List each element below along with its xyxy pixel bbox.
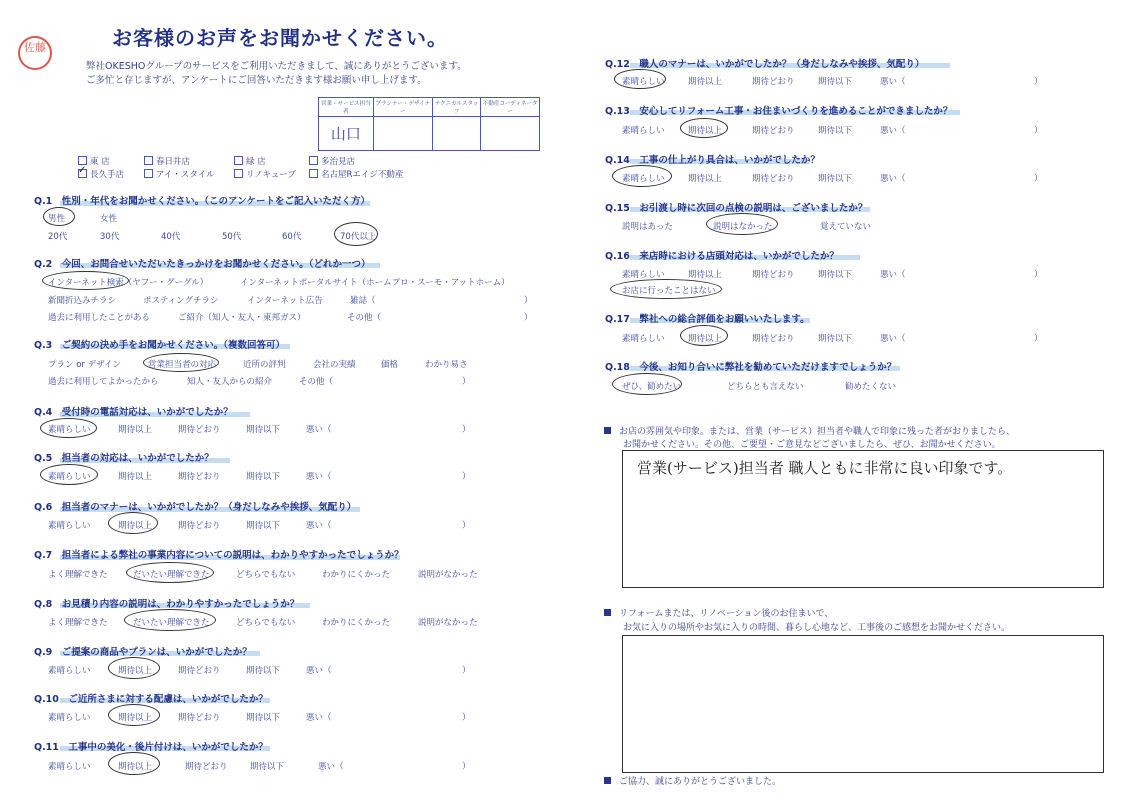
q4-bad-close: ） [462, 425, 471, 435]
q14-bad[interactable]: 悪い（ [880, 174, 906, 184]
q3-sales-rep[interactable]: 営業担当者の対応 [148, 360, 217, 370]
checkbox-icon[interactable] [234, 156, 243, 165]
q1-female[interactable]: 女性 [100, 214, 118, 224]
q5-as-expected[interactable]: 期待どおり [178, 472, 221, 482]
q9-bad[interactable]: 悪い（ [306, 666, 332, 676]
store-higashi[interactable]: 東 店 [78, 155, 110, 167]
q16-label: Q.16 来店時における店頭対応は、いかがでしたか？ [605, 251, 839, 262]
q13-bad-close: ） [1034, 126, 1043, 136]
q2-label: Q.2 今回、お問合せいただいたきっかけをお聞かせください。（どれか一つ） [34, 259, 371, 270]
staff-header-sales: 営業・サービス担当者 [319, 98, 374, 117]
q6-excellent[interactable]: 素晴らしい [48, 521, 91, 531]
staff-value-technical[interactable] [432, 117, 480, 151]
q8-label: Q.8 お見積り内容の説明は、わかりやすかったでしょうか？ [34, 599, 300, 610]
q15-not-explained[interactable]: 説明はなかった [713, 222, 773, 232]
q10-label: Q.10 ご近所さまに対する配慮は、いかがでしたか？ [34, 694, 268, 705]
q5-excellent[interactable]: 素晴らしい [48, 472, 91, 482]
q10-above[interactable]: 期待以上 [118, 713, 153, 723]
q2-magazine[interactable]: 雑誌（ [350, 296, 376, 306]
q8-unclear[interactable]: わかりにくかった [322, 618, 391, 628]
q9-bad-close: ） [462, 666, 471, 676]
q10-as-expected[interactable]: 期待どおり [178, 713, 221, 723]
q7-none[interactable]: 説明がなかった [418, 570, 478, 580]
q12-above[interactable]: 期待以上 [688, 77, 723, 87]
q9-as-expected[interactable]: 期待どおり [178, 666, 221, 676]
q13-above[interactable]: 期待以上 [688, 126, 723, 136]
q11-below[interactable]: 期待以下 [250, 762, 285, 772]
q4-above[interactable]: 期待以上 [118, 425, 153, 435]
q9-excellent[interactable]: 素晴らしい [48, 666, 91, 676]
staff-value-planner[interactable] [373, 117, 432, 151]
q8-mostly[interactable]: だいたい理解できた [133, 618, 210, 628]
intro-line-1: 弊社OKESHOグループのサービスをご利用いただきまして、誠にありがとうございます。 [86, 61, 467, 72]
q6-bad-close: ） [462, 521, 471, 531]
q5-bad[interactable]: 悪い（ [306, 472, 332, 482]
store-istyle[interactable]: アイ・スタイル [144, 168, 215, 180]
square-bullet-icon [604, 609, 611, 616]
q10-bad-close: ） [462, 713, 471, 723]
q15-dont-remember[interactable]: 覚えていない [820, 222, 872, 232]
q11-excellent[interactable]: 素晴らしい [48, 762, 91, 772]
q1-label: Q.1 性別・年代をお聞かせください。（このアンケートをご記入いただく方） [34, 196, 370, 207]
footer-thanks: ご協力、誠にありがとうございました。 [604, 774, 781, 787]
q17-bad-close: ） [1034, 334, 1043, 344]
q9-below[interactable]: 期待以下 [246, 666, 281, 676]
q7-neutral[interactable]: どちらでもない [236, 570, 296, 580]
staff-value-realestate[interactable] [481, 117, 540, 151]
staff-header-realestate: 不動産コーディネーター [481, 98, 540, 117]
comment1-heading: お店の雰囲気や印象。または、営業（サービス）担当者や職人で印象に残った者がおりましたら、 [604, 424, 1015, 437]
q12-bad-close: ） [1034, 77, 1043, 87]
q1-male[interactable]: 男性 [48, 214, 66, 224]
q6-label: Q.6 担当者のマナーは、いかがでしたか？（身だしなみや挨拶、気配り） [34, 502, 357, 513]
q16-never-visited[interactable]: お店に行ったことはない [622, 286, 716, 296]
q13-excellent[interactable]: 素晴らしい [622, 126, 665, 136]
comment2-box[interactable] [622, 635, 1104, 773]
q4-excellent[interactable]: 素晴らしい [48, 425, 91, 435]
q2-posting[interactable]: ポスティングチラシ [143, 296, 219, 306]
q7-unclear[interactable]: わかりにくかった [322, 570, 391, 580]
checkbox-icon[interactable] [144, 156, 153, 165]
q4-below[interactable]: 期待以下 [246, 425, 281, 435]
q3-reputation[interactable]: 近所の評判 [243, 360, 286, 370]
q1-age-60s[interactable]: 60代 [282, 232, 302, 242]
intro-line-2: ご多忙と存じますが、アンケートにご回答いただきます様お願い申し上げます。 [86, 75, 427, 86]
q3-other-close: ） [462, 377, 471, 387]
q3-friend-referral[interactable]: 知人・友人からの紹介 [187, 377, 273, 387]
store-nagakute[interactable]: ✓長久手店 [78, 168, 124, 180]
q12-as-expected[interactable]: 期待どおり [752, 77, 795, 87]
q14-bad-close: ） [1034, 174, 1043, 184]
q1-age-20s[interactable]: 20代 [48, 232, 68, 242]
q1-age-30s[interactable]: 30代 [100, 232, 120, 242]
comment1-answer: 営業(サービス)担当者 職人ともに非常に良い印象です。 [637, 459, 1013, 477]
q11-label: Q.11 工事中の美化・後片付けは、いかがでしたか？ [34, 742, 268, 753]
q17-bad[interactable]: 悪い（ [880, 334, 906, 344]
q18-neutral[interactable]: どちらとも言えない [727, 382, 804, 392]
form-title: お客様のお声をお聞かせください。 [112, 26, 448, 50]
q11-bad[interactable]: 悪い（ [318, 762, 344, 772]
comment2-heading-line2: お気に入りの場所やお気に入りの時間、暮らし心地など、工事後のご感想をお聞かせください。 [623, 623, 1011, 633]
q9-above[interactable]: 期待以上 [118, 666, 153, 676]
q14-above[interactable]: 期待以上 [688, 174, 723, 184]
q2-other-close: ） [524, 313, 533, 323]
q3-clarity[interactable]: わかり易さ [425, 360, 468, 370]
store-midori[interactable]: 緑 店 [234, 155, 266, 167]
q14-below[interactable]: 期待以下 [818, 174, 853, 184]
store-kasugai[interactable]: 春日井店 [144, 155, 190, 167]
q1-age-40s[interactable]: 40代 [161, 232, 181, 242]
q2-web-ad[interactable]: インターネット広告 [247, 296, 323, 306]
q9-label: Q.9 ご提案の商品やプランは、いかがでしたか？ [34, 647, 252, 658]
comment1-heading-line2: お聞かせください。その他、ご要望・ご意見などございましたら、ぜひ、お聞かせください。 [623, 440, 1001, 450]
q17-above[interactable]: 期待以上 [688, 334, 723, 344]
q4-bad[interactable]: 悪い（ [306, 425, 332, 435]
q12-below[interactable]: 期待以下 [818, 77, 853, 87]
q6-bad[interactable]: 悪い（ [306, 521, 332, 531]
q1-age-70s-plus[interactable]: 70代以上 [340, 232, 377, 242]
q12-label: Q.12 職人のマナーは、いかがでしたか？（身だしなみや挨拶、気配り） [605, 59, 925, 70]
q6-as-expected[interactable]: 期待どおり [178, 521, 221, 531]
q13-label: Q.13 安心してリフォーム工事・お住まいづくりを進めることができましたか？ [605, 106, 953, 117]
q2-magazine-close: ） [524, 296, 533, 306]
q16-above[interactable]: 期待以上 [688, 270, 723, 280]
q10-bad[interactable]: 悪い（ [306, 713, 332, 723]
q14-label: Q.14 工事の仕上がり具合は、いかがでしたか？ [605, 155, 820, 166]
q18-recommend[interactable]: ぜひ、勧めたい [622, 382, 682, 392]
q3-other[interactable]: その他（ [299, 377, 334, 387]
store-renocube[interactable]: リノキューブ [234, 168, 296, 180]
q16-bad[interactable]: 悪い（ [880, 270, 906, 280]
q8-neutral[interactable]: どちらでもない [236, 618, 296, 628]
comment2-heading: リフォームまたは、リノベーション後のお住まいで、 [604, 606, 833, 619]
q11-above[interactable]: 期待以上 [118, 762, 153, 772]
q11-bad-close: ） [462, 762, 471, 772]
q2-referral[interactable]: ご紹介（知人・友人・東邦ガス） [178, 313, 306, 323]
checkbox-icon[interactable] [144, 169, 153, 178]
q17-below[interactable]: 期待以下 [818, 334, 853, 344]
staff-table [318, 97, 540, 151]
comment1-box[interactable] [622, 450, 1104, 588]
checkbox-icon[interactable] [78, 156, 87, 165]
q18-not-recommend[interactable]: 勧めたくない [845, 382, 897, 392]
q12-excellent[interactable]: 素晴らしい [622, 77, 665, 87]
q17-as-expected[interactable]: 期待どおり [752, 334, 795, 344]
q12-bad[interactable]: 悪い（ [880, 77, 906, 87]
store-nagoya-rage[interactable]: 名古屋Rエイジ不動産 [309, 168, 403, 180]
q5-below[interactable]: 期待以下 [246, 472, 281, 482]
store-tajimi[interactable]: 多治見店 [309, 155, 355, 167]
q3-plan-design[interactable]: プラン or デザイン [48, 360, 122, 370]
q13-as-expected[interactable]: 期待どおり [752, 126, 795, 136]
q5-bad-close: ） [462, 472, 471, 482]
q10-below[interactable]: 期待以下 [246, 713, 281, 723]
q18-label: Q.18 今後、お知り合いに弊社を勧めていただけますでしょうか？ [605, 362, 897, 373]
square-bullet-icon [604, 777, 611, 784]
q2-portal-site[interactable]: インターネットポータルサイト（ホームプロ・スーモ・アットホーム） [240, 278, 510, 288]
seal-stamp: 佐藤 [18, 36, 52, 70]
q7-mostly[interactable]: だいたい理解できた [133, 570, 210, 580]
q2-past-use[interactable]: 過去に利用したことがある [48, 313, 151, 323]
q16-below[interactable]: 期待以下 [818, 270, 853, 280]
q13-below[interactable]: 期待以下 [818, 126, 853, 136]
q3-past-good[interactable]: 過去に利用してよかったから [48, 377, 159, 387]
q15-explained[interactable]: 説明はあった [622, 222, 673, 232]
q14-excellent[interactable]: 素晴らしい [622, 174, 665, 184]
q3-track-record[interactable]: 会社の実績 [313, 360, 356, 370]
q8-understood[interactable]: よく理解できた [48, 618, 108, 628]
checkbox-icon[interactable] [234, 169, 243, 178]
checkbox-icon[interactable] [309, 156, 318, 165]
q6-above[interactable]: 期待以上 [118, 521, 153, 531]
q4-as-expected[interactable]: 期待どおり [178, 425, 221, 435]
checkbox-checked-icon[interactable] [78, 169, 87, 178]
q5-above[interactable]: 期待以上 [118, 472, 153, 482]
q2-internet-search[interactable]: インターネット検索（ヤフー・グーグル） [48, 278, 209, 288]
q16-as-expected[interactable]: 期待どおり [752, 270, 795, 280]
q16-bad-close: ） [1034, 270, 1043, 280]
q2-newspaper[interactable]: 新聞折込みチラシ [48, 296, 117, 306]
q7-understood[interactable]: よく理解できた [48, 570, 108, 580]
checkbox-icon[interactable] [309, 169, 318, 178]
square-bullet-icon [604, 427, 611, 434]
q15-label: Q.15 お引渡し時に次回の点検の説明は、ございましたか？ [605, 203, 868, 214]
staff-header-planner: プランナー・デザイナー [373, 98, 432, 117]
q10-excellent[interactable]: 素晴らしい [48, 713, 91, 723]
staff-value-sales[interactable]: 山口 [319, 117, 374, 151]
q16-excellent[interactable]: 素晴らしい [622, 270, 665, 280]
q17-excellent[interactable]: 素晴らしい [622, 334, 665, 344]
staff-header-technical: テクニカルスタッフ [432, 98, 480, 117]
q13-bad[interactable]: 悪い（ [880, 126, 906, 136]
q11-as-expected[interactable]: 期待どおり [185, 762, 228, 772]
q1-age-50s[interactable]: 50代 [222, 232, 242, 242]
q8-none[interactable]: 説明がなかった [418, 618, 478, 628]
q4-label: Q.4 受付時の電話対応は、いかがでしたか？ [34, 407, 233, 418]
q17-label: Q.17 弊社への総合評価をお願いいたします。 [605, 314, 810, 325]
q2-other[interactable]: その他（ [347, 313, 382, 323]
q7-label: Q.7 担当者による弊社の事業内容についての説明は、わかりやすかったでしょうか？ [34, 550, 404, 561]
q5-label: Q.5 担当者の対応は、いかがでしたか？ [34, 453, 214, 464]
q14-as-expected[interactable]: 期待どおり [752, 174, 795, 184]
q3-label: Q.3 ご契約の決め手をお聞かせください。（複数回答可） [34, 340, 286, 351]
q6-below[interactable]: 期待以下 [246, 521, 281, 531]
q3-price[interactable]: 価格 [381, 360, 399, 370]
